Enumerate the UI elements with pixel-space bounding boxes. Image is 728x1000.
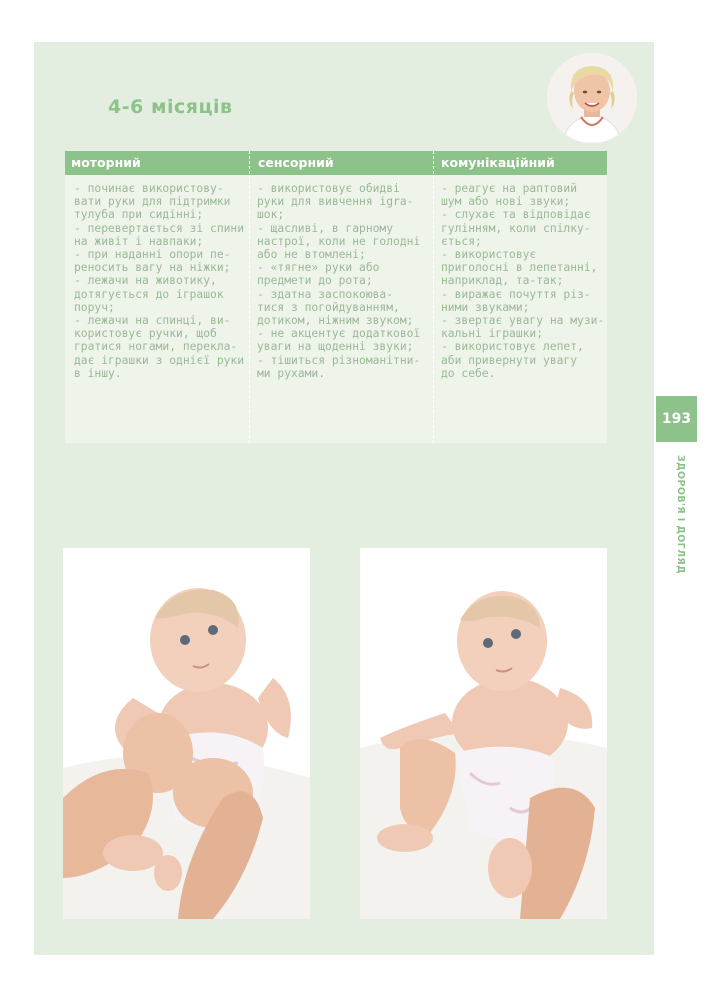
header-motor: моторний: [71, 155, 141, 170]
baby-photo-image: [360, 548, 607, 919]
page-number: 193: [656, 396, 697, 442]
sensory-skills-text: - використовує обидві руки для вивчення igra- шок; - щасливі, в гарному настрої, коли не голодні або не втомлені; - «тягне» руки або предмети до рота; - здатна заспокоюва- тися з погойдуванням, дотиком, ніжним звуком; - не акцентує додаткової уваги на щоденні звуки; - тішиться різноманітни- ми рухами.: [257, 182, 421, 380]
baby-photo-image: [63, 548, 310, 919]
table-header: [65, 151, 607, 175]
communication-skills-text: - реагує на раптовий шум або нові звуки; - слухає та відповідає гулінням, коли спілку- ється; - використовує приголосні в лепетанні, наприклад, та-так; - виражає почуття різ- ними звуками; - звертає увагу на музи- кальні іграшки; - використовує лепет, аби привернути увагу до себе.: [441, 182, 605, 380]
column-divider: [249, 151, 250, 443]
motor-skills-text: - починає використову- вати руки для підтримки тулуба при сидінні; - перевертається зі спини на живіт і навпаки; - при наданні опори пе- реносить вагу на ніжки; - лежачи на животику, дотягується до іграшок поруч; - лежачи на спинці, ви- користовує ручки, щоб гратися ногами, перекла- дає іграшки з однієї руки в іншу.: [74, 182, 245, 380]
author-avatar: [547, 53, 637, 143]
header-communication: комунікаційний: [441, 155, 555, 170]
column-divider: [433, 151, 434, 443]
baby-exercise-photo-1: [63, 548, 310, 919]
header-sensory: сенсорний: [258, 155, 334, 170]
baby-exercise-photo-2: [360, 548, 607, 919]
section-title: ЗДОРОВ'Я І ДОГЛЯД: [675, 455, 686, 574]
page-title: 4-6 місяців: [108, 96, 233, 118]
author-portrait-image: [547, 53, 637, 143]
development-table: [65, 151, 607, 443]
